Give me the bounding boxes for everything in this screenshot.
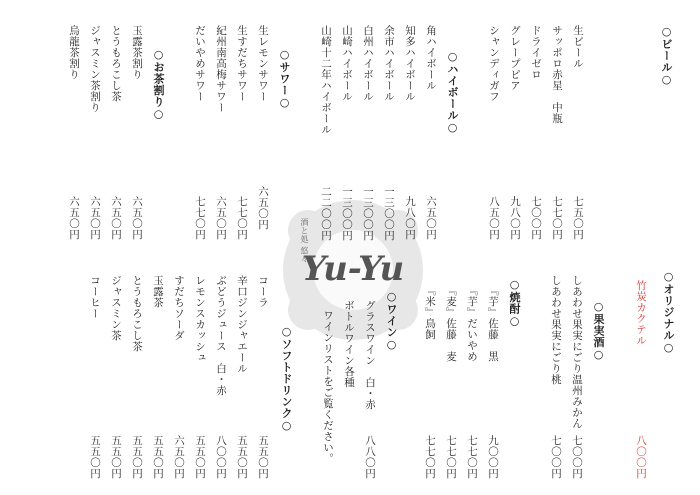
fruit-item-price: 七〇〇円	[550, 435, 562, 479]
wine-item-name: ボトルワイン各種	[343, 300, 355, 388]
fruit-item-name: しあわせ果実にごり温州みかん	[571, 275, 583, 429]
highball-item-name: 角ハイボール	[425, 25, 437, 91]
highball-item-price: 一三〇〇円	[383, 186, 395, 241]
shochu-item-name: 『芋』佐藤 黒	[487, 285, 499, 362]
soft-item-price: 八〇〇円	[215, 435, 227, 479]
soft-item-name: 辛口ジンジャエール	[236, 275, 248, 374]
wine-title: ○ワイン○	[385, 290, 398, 352]
sour-item-price: 六五〇円	[257, 186, 269, 230]
tea-mix-item-price: 六五〇円	[131, 196, 143, 240]
soft-item-name: ぶどうジュース 白・赤	[215, 275, 227, 396]
highball-item-price: 一三〇〇円	[362, 186, 374, 241]
beer-title: ○ビール○	[660, 25, 673, 87]
soft-title: ○ソフトドリンク○	[280, 325, 293, 433]
tea-mix-item-price: 六五〇円	[110, 196, 122, 240]
logo-wordmark: Yu-Yu	[301, 249, 405, 289]
highball-item-name: 山崎十二年ハイボール	[320, 25, 332, 135]
highball-item-price: 一三〇〇円	[341, 186, 353, 241]
tea-mix-item-name: とうもろこし茶	[110, 25, 122, 102]
soft-item-price: 五五〇円	[257, 435, 269, 479]
soft-item-price: 五五〇円	[131, 435, 143, 479]
soft-item-name: コーラ	[257, 275, 269, 308]
highball-item-price: 二二〇〇円	[320, 186, 332, 241]
wine-note: ワインリストをご覧ください。	[322, 310, 334, 464]
tea-mix-item-name: 玉露茶割り	[131, 25, 143, 80]
beer-item-name: 生ビール	[572, 25, 584, 69]
soft-item-name: レモンスカッシュ	[194, 275, 206, 363]
original-item-name: 竹炭カクテル	[635, 280, 647, 346]
shochu-item-name: 『芋』だいやめ	[466, 285, 478, 362]
soft-item-price: 五五〇円	[152, 435, 164, 479]
shochu-item-name: 『麦』佐藤 麦	[445, 285, 457, 362]
soft-item-name: ジャスミン茶	[110, 275, 122, 341]
original-item-price: 八〇〇円	[635, 435, 647, 479]
soft-item-price: 六五〇円	[173, 435, 185, 479]
sour-item-name: だいやめサワー	[194, 25, 206, 102]
tea-mix-item-price: 六五〇円	[68, 196, 80, 240]
sour-item-name: 生レモンサワー	[257, 25, 269, 102]
soft-item-name: すだちソーダ	[173, 275, 185, 341]
soft-item-price: 五五〇円	[194, 435, 206, 479]
beer-item-price: 八五〇円	[488, 196, 500, 240]
beer-item-name: ドライゼロ	[530, 25, 542, 80]
logo-tagline: 酒と処 悠々	[300, 218, 309, 264]
fruit-item-name: しあわせ果実にごり桃	[550, 275, 562, 385]
soft-item-name: とうもろこし茶	[131, 275, 143, 352]
highball-item-name: 知多ハイボール	[404, 25, 416, 102]
beer-item-price: 七五〇円	[572, 196, 584, 240]
wine-item-price: 八八〇円	[364, 435, 376, 479]
beer-item-price: 七七〇円	[551, 196, 563, 240]
beer-item-name: シャンディガフ	[488, 25, 500, 102]
tea-mix-item-name: 烏龍茶割り	[68, 25, 80, 80]
tea-mix-item-name: ジャスミン茶割り	[89, 25, 101, 113]
highball-title: ○ハイボール○	[446, 50, 459, 135]
sour-item-price: 七七〇円	[194, 196, 206, 240]
soft-item-name: 玉露茶	[152, 275, 164, 308]
shochu-item-price: 七七〇円	[466, 435, 478, 479]
highball-item-price: 六五〇円	[425, 196, 437, 240]
fruit-title: ○果実酒○	[592, 300, 605, 362]
shochu-item-price: 九〇〇円	[487, 435, 499, 479]
highball-item-name: 白州ハイボール	[362, 25, 374, 102]
fruit-item-price: 七〇〇円	[571, 435, 583, 479]
sour-item-name: 生すだちサワー	[236, 25, 248, 102]
sour-item-price: 七七〇円	[236, 196, 248, 240]
highball-item-name: 山崎ハイボール	[341, 25, 353, 102]
beer-item-name: グレープピア	[509, 25, 521, 91]
soft-item-price: 五五〇円	[236, 435, 248, 479]
sour-item-price: 六五〇円	[215, 196, 227, 240]
original-title: ○オリジナル○	[662, 270, 675, 355]
shochu-item-price: 七七〇円	[445, 435, 457, 479]
sour-title: ○サワー○	[278, 48, 291, 110]
soft-item-price: 五五〇円	[110, 435, 122, 479]
highball-item-name: 余市ハイボール	[383, 25, 395, 102]
beer-item-name: サッポロ赤星 中瓶	[551, 25, 563, 124]
beer-item-price: 七〇〇円	[530, 196, 542, 240]
beer-item-price: 九八〇円	[509, 196, 521, 240]
highball-item-price: 九八〇円	[404, 196, 416, 240]
sour-item-name: 紀州南高梅サワー	[215, 25, 227, 113]
wine-item-name: グラスワイン 白・赤	[364, 300, 376, 410]
shochu-item-price: 七七〇円	[424, 435, 436, 479]
soft-item-price: 五五〇円	[89, 435, 101, 479]
shochu-item-name: 『米』鳥飼	[424, 285, 436, 340]
shochu-title: ○焼酎○	[508, 278, 521, 328]
tea-mix-item-price: 六五〇円	[89, 196, 101, 240]
tea-mix-title: ○お茶割り○	[152, 48, 165, 121]
soft-item-name: コーヒー	[89, 275, 101, 319]
